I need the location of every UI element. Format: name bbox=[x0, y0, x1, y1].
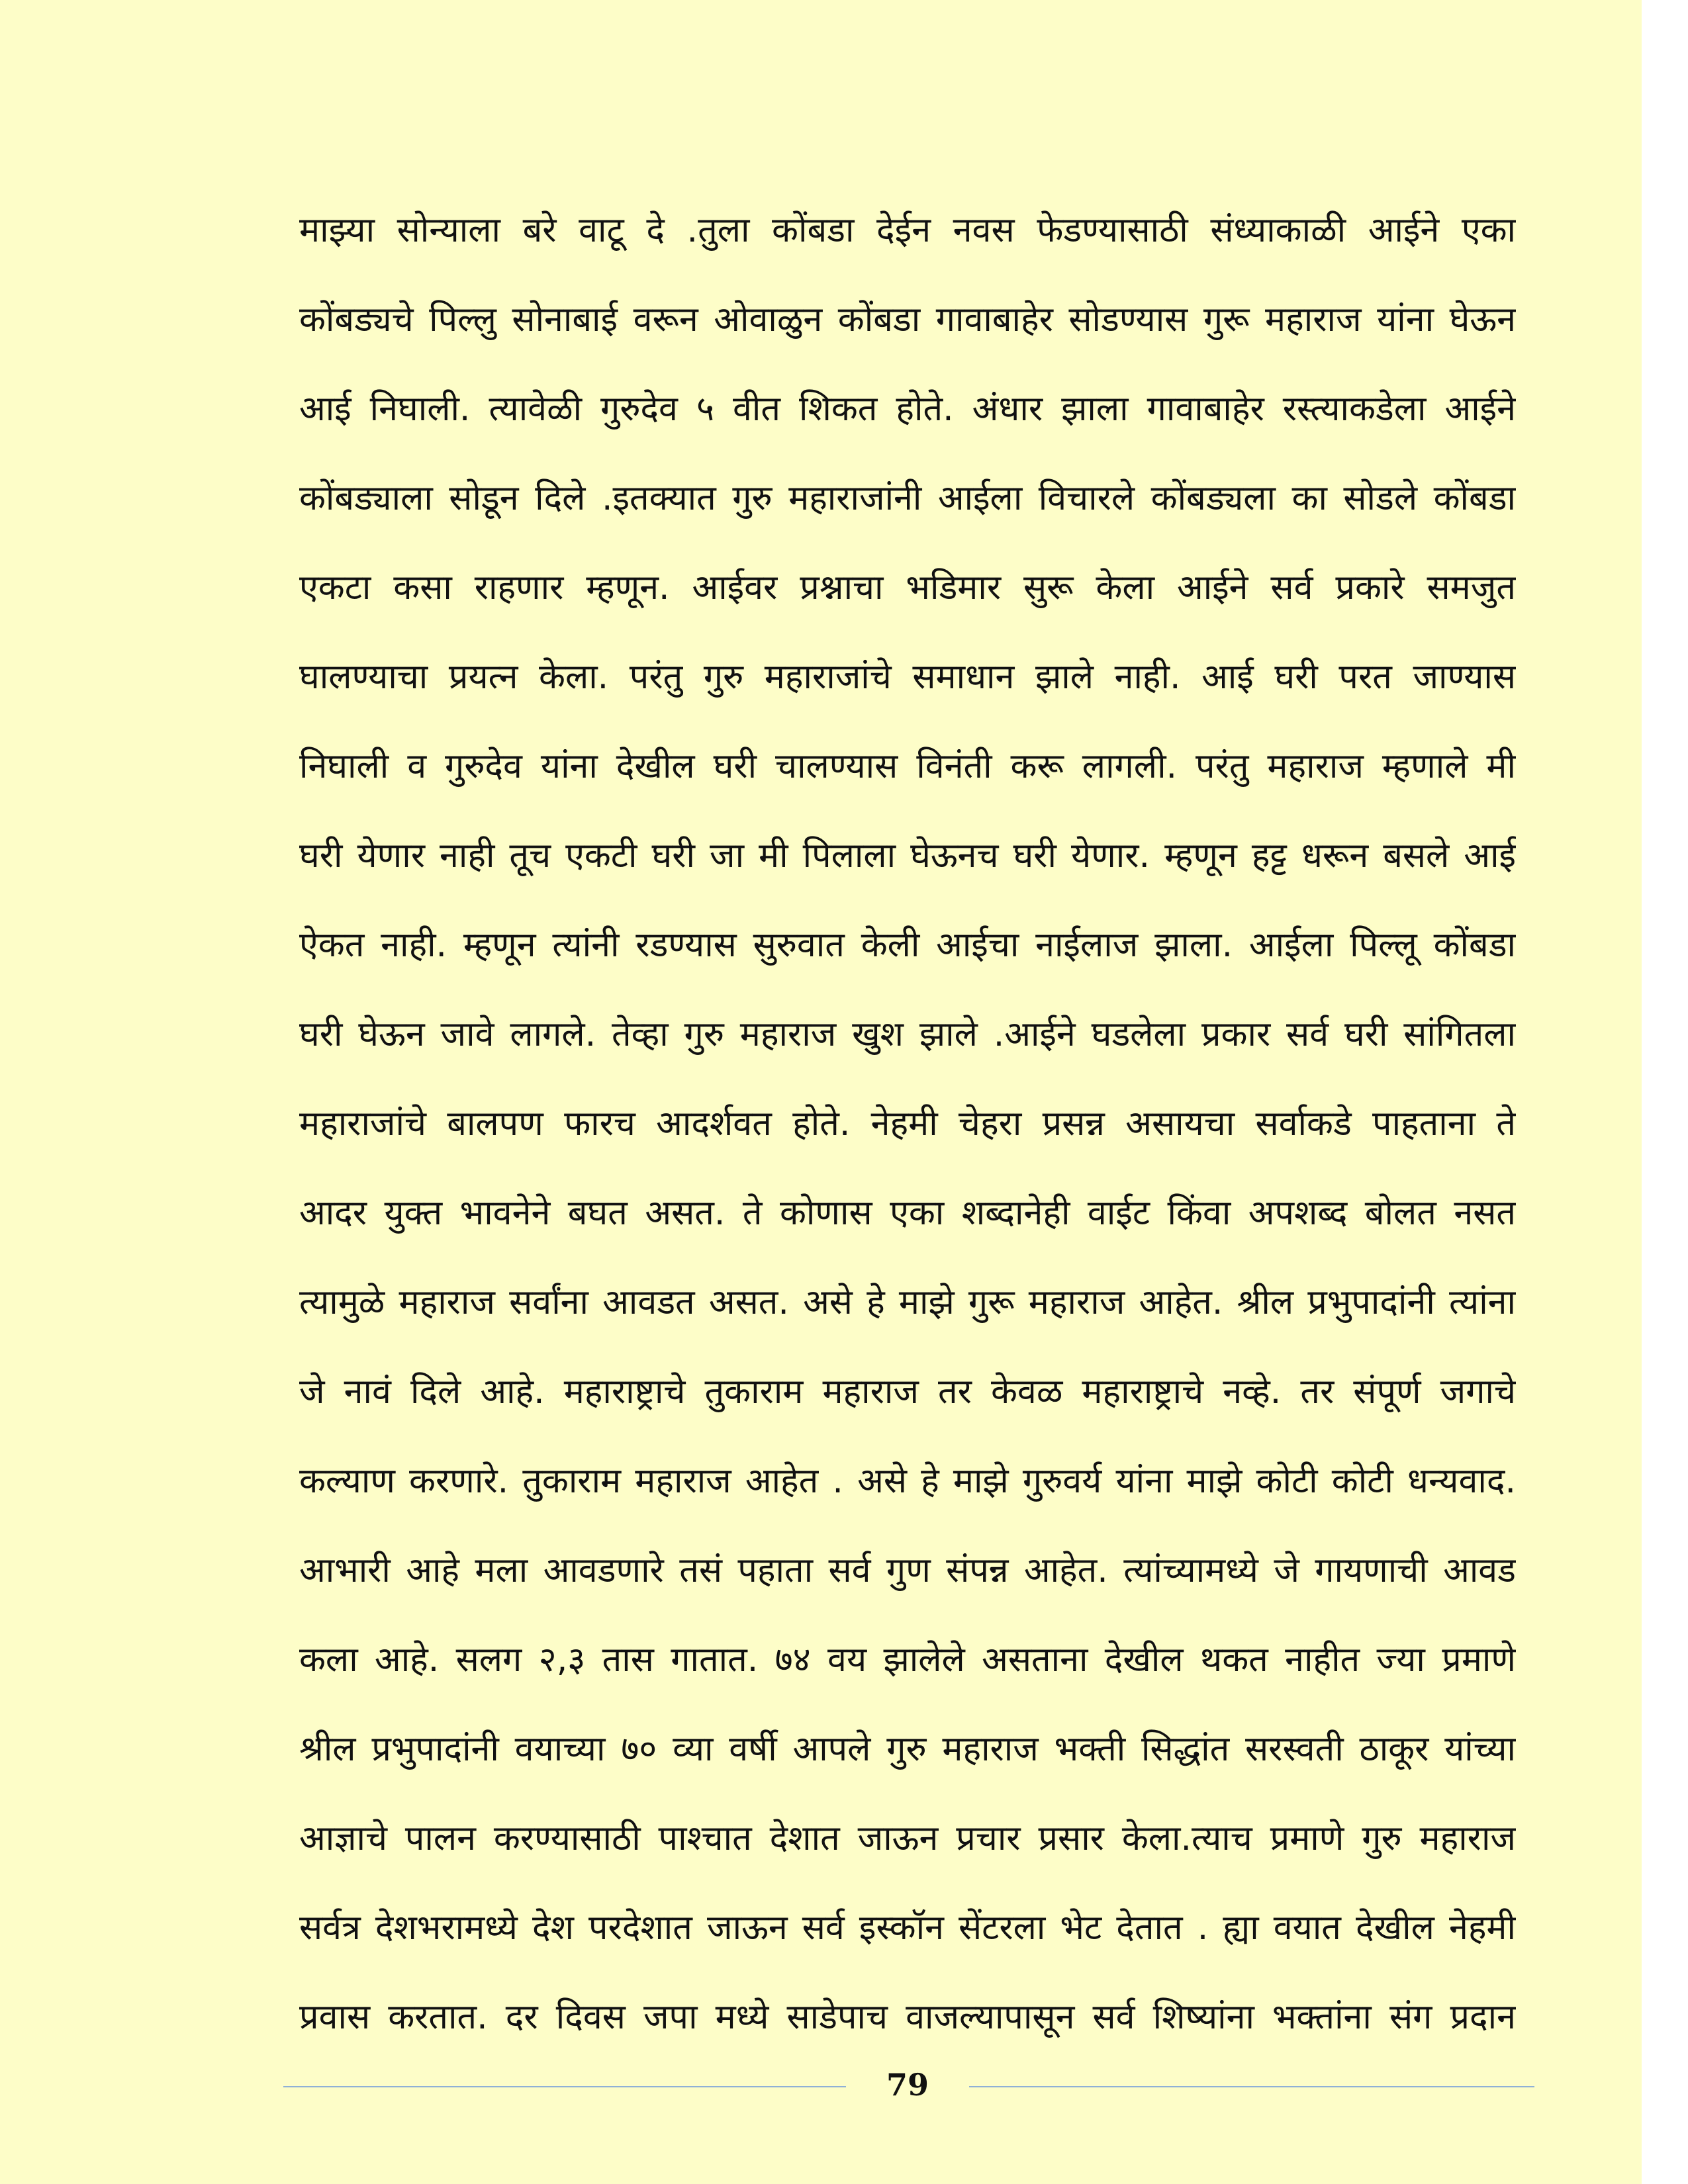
text-line: त्यामुळे महाराज सर्वांना आवडत असत. असे हे माझे गुरू महाराज आहेत. श्रील प्रभुपादांनी त्यांना bbox=[299, 1283, 1516, 1322]
text-line: श्रील प्रभुपादांनी वयाच्या ७० व्या वर्षी आपले गुरु महाराज भक्ती सिद्धांत सरस्वती ठाकूर यांच्या bbox=[299, 1729, 1516, 1769]
text-line: महाराजांचे बालपण फारच आदर्शवत होते. नेहमी चेहरा प्रसन्न असायचा सर्वाकडे पाहताना ते bbox=[299, 1104, 1516, 1144]
text-line: कोंबड्याला सोडून दिले .इतक्यात गुरु महाराजांनी आईला विचारले कोंबड्यला का सोडले कोंबडा bbox=[299, 478, 1516, 518]
text-line: प्रवास करतात. दर दिवस जपा मध्ये साडेपाच वाजल्यापासून सर्व शिष्यांना भक्तांना संग प्रदान bbox=[299, 1997, 1516, 2037]
text-line: घालण्याचा प्रयत्न केला. परंतु गुरु महाराजांचे समाधान झाले नाही. आई घरी परत जाण्यास bbox=[299, 657, 1516, 697]
text-line: कल्याण करणारे. तुकाराम महाराज आहेत . असे हे माझे गुरुवर्य यांना माझे कोटी कोटी धन्यवाद. bbox=[299, 1461, 1516, 1501]
text-line: आई निघाली. त्यावेळी गुरुदेव ५ वीत शिकत होते. अंधार झाला गावाबाहेर रस्त्याकडेला आईने bbox=[299, 389, 1516, 429]
text-line: ऐकत नाही. म्हणून त्यांनी रडण्यास सुरुवात केली आईचा नाईलाज झाला. आईला पिल्लू कोंबडा bbox=[299, 925, 1516, 965]
page-footer bbox=[283, 2064, 1534, 2110]
text-line: एकटा कसा राहणार म्हणून. आईवर प्रश्नाचा भडिमार सुरू केला आईने सर्व प्रकारे समजुत bbox=[299, 568, 1516, 608]
text-line: माझ्या सोन्याला बरे वाटू दे .तुला कोंबडा देईन नवस फेडण्यासाठी संध्याकाळी आईने एका bbox=[299, 210, 1516, 250]
text-line: निघाली व गुरुदेव यांना देखील घरी चालण्यास विनंती करू लागली. परंतु महाराज म्हणाले मी bbox=[299, 747, 1516, 786]
text-line: कोंबड्यचे पिल्लु सोनाबाई वरून ओवाळुन कोंबडा गावाबाहेर सोडण्यास गुरू महाराज यांना घेऊन bbox=[299, 300, 1516, 340]
text-line: जे नावं दिले आहे. महाराष्ट्राचे तुकाराम महाराज तर केवळ महाराष्ट्राचे नव्हे. तर संपूर्ण जगाचे bbox=[299, 1372, 1516, 1412]
text-line: आदर युक्त भावनेने बघत असत. ते कोणास एका शब्दानेही वाईट किंवा अपशब्द बोलत नसत bbox=[299, 1193, 1516, 1233]
text-line: घरी येणार नाही तूच एकटी घरी जा मी पिलाला घेऊनच घरी येणार. म्हणून हट्ट धरून बसले आई bbox=[299, 836, 1516, 876]
footer-rule-right bbox=[969, 2086, 1534, 2087]
text-line: आभारी आहे मला आवडणारे तसं पहाता सर्व गुण संपन्न आहेत. त्यांच्यामध्ये जे गायणाची आवड bbox=[299, 1551, 1516, 1590]
text-line: सर्वत्र देशभरामध्ये देश परदेशात जाऊन सर्व इस्कॉन सेंटरला भेट देतात . ह्या वयात देखील नेहमी bbox=[299, 1908, 1516, 1948]
body-text bbox=[299, 197, 1516, 2073]
footer-rule-left bbox=[283, 2086, 846, 2087]
text-line: घरी घेऊन जावे लागले. तेव्हा गुरु महाराज खुश झाले .आईने घडलेला प्रकार सर्व घरी सांगितला bbox=[299, 1015, 1516, 1054]
text-line: कला आहे. सलग २,३ तास गातात. ७४ वय झालेले असताना देखील थकत नाहीत ज्या प्रमाणे bbox=[299, 1640, 1516, 1680]
page-number: 79 bbox=[886, 2067, 929, 2103]
text-line: आज्ञाचे पालन करण्यासाठी पाश्चात देशात जाऊन प्रचार प्रसार केला.त्याच प्रमाणे गुरु महाराज bbox=[299, 1819, 1516, 1858]
